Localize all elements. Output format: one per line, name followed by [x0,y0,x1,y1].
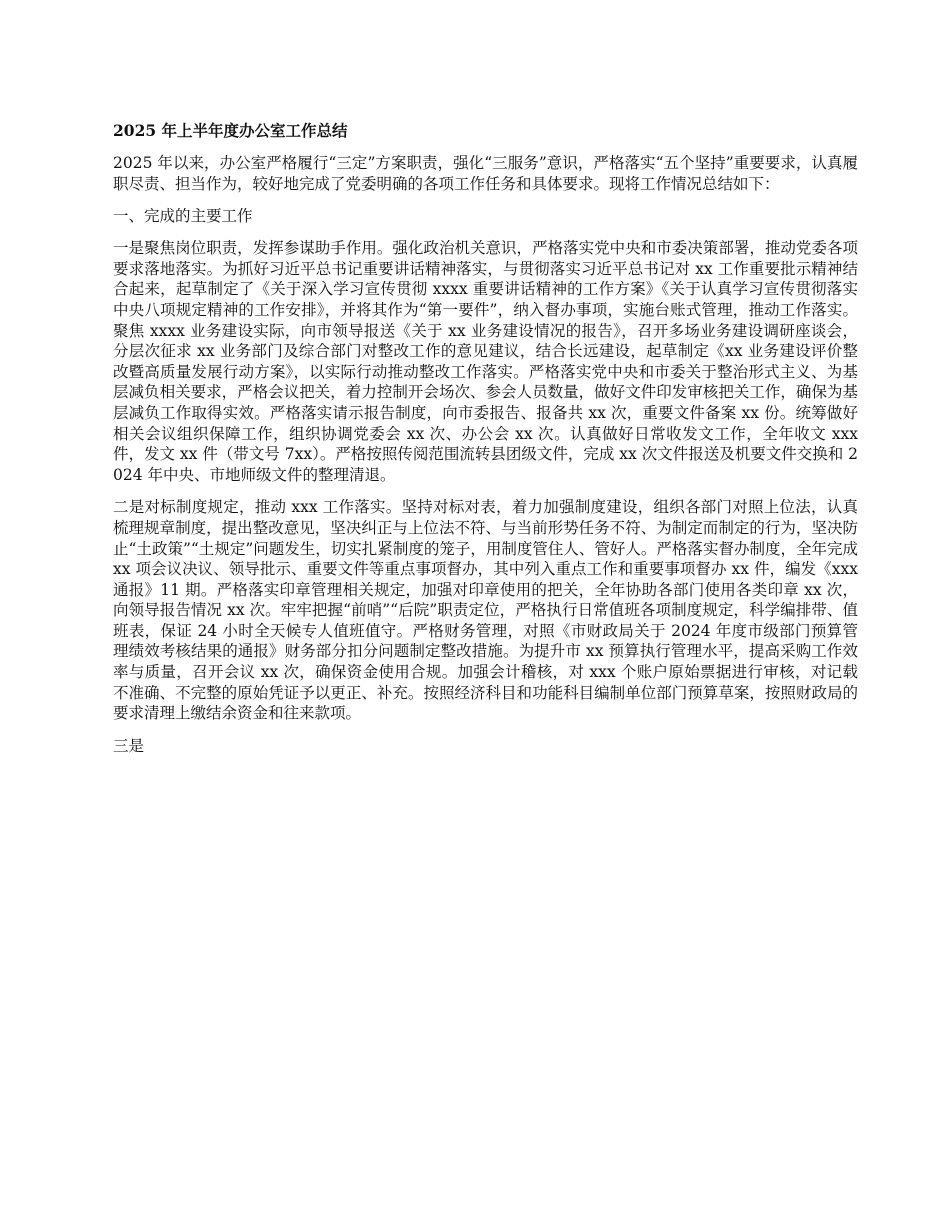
paragraph-3: 三是 [113,736,145,755]
document-page [113,121,858,768]
paragraph-1: 一是聚焦岗位职责，发挥参谋助手作用。强化政治机关意识，严格落实党中央和市委决策部署，推动党委各项要求落地落实。为抓好习近平总书记重要讲话精神落实，与贯彻落实习近平总书记对 xx 工作重要批示精神结合起来，起草制定了《关于深入学习宣传贯彻 xxxx 重要讲话精神的工作方案》《关于认真学习宣传贯彻落实中央八项规定精神的工作安排》，并将其作为“第一要件”，纳入督办事项，实施台账式管理，推动工作落实。聚焦 xxxx 业务建设实际，向市领导报送《关于 xx 业务建设情况的报告》，召开多场业务建设调研座谈会，分层次征求 xx 业务部门及综合部门对整改工作的意见建议，结合长远建设，起草制定《xx 业务建设评价整改暨高质量发展行动方案》，以实际行动推动整改工作落实。严格落实党中央和市委关于整治形式主义、为基层减负相关要求，严格会议把关，着力控制开会场次、参会人员数量，做好文件印发审核把关工作，确保为基层减负工作取得实效。严格落实请示报告制度，向市委报告、报备共 xx 次，重要文件备案 xx 份。统筹做好相关会议组织保障工作，组织协调党委会 xx 次、办公会 xx 次。认真做好日常收发文工作，全年收文 xxx 件，发文 xx 件（带文号 7xx）。严格按照传阅范围流转县团级文件，完成 xx 次文件报送及机要文件交换和 2024 年中央、市地师级文件的整理清退。 [113,239,858,484]
section-heading: 一、完成的主要工作 [113,207,253,226]
paragraph-2: 二是对标制度规定，推动 xxx 工作落实。坚持对标对表，着力加强制度建设，组织各部门对照上位法，认真梳理规章制度，提出整改意见，坚决纠正与上位法不符、与当前形势任务不符、为制定而制定的行为，坚决防止“土政策”“土规定”问题发生，切实扎紧制度的笼子，用制度管住人、管好人。严格落实督办制度，全年完成 xx 项会议决议、领导批示、重要文件等重点事项督办，其中列入重点工作和重要事项督办 xx 件，编发《xxx 通报》11 期。严格落实印章管理相关规定，加强对印章使用的把关，全年协助各部门使用各类印章 xx 次，向领导报告情况 xx 次。牢牢把握“前哨”“后院”职责定位，严格执行日常值班各项制度规定，科学编排带、值班表，保证 24 小时全天候专人值班值守。严格财务管理，对照《市财政局关于 2024 年度市级部门预算管理绩效考核结果的通报》财务部分扣分问题制定整改措施。为提升市 xx 预算执行管理水平，提高采购工作效率与质量，召开会议 xx 次，确保资金使用合规。加强会计稽核，对 xxx 个账户原始票据进行审核，对记载不准确、不完整的原始凭证予以更正、补充。按照经济科目和功能科目编制单位部门预算草案，按照财政局的要求清理上缴结余资金和往来款项。 [113,498,858,723]
intro-paragraph: 2025 年以来，办公室严格履行“三定”方案职责，强化“三服务”意识，严格落实“五个坚持”重要要求，认真履职尽责、担当作为，较好地完成了党委明确的各项工作任务和具体要求。现将工作情况总结如下： [113,154,858,193]
document-title: 2025 年上半年度办公室工作总结 [113,121,348,140]
